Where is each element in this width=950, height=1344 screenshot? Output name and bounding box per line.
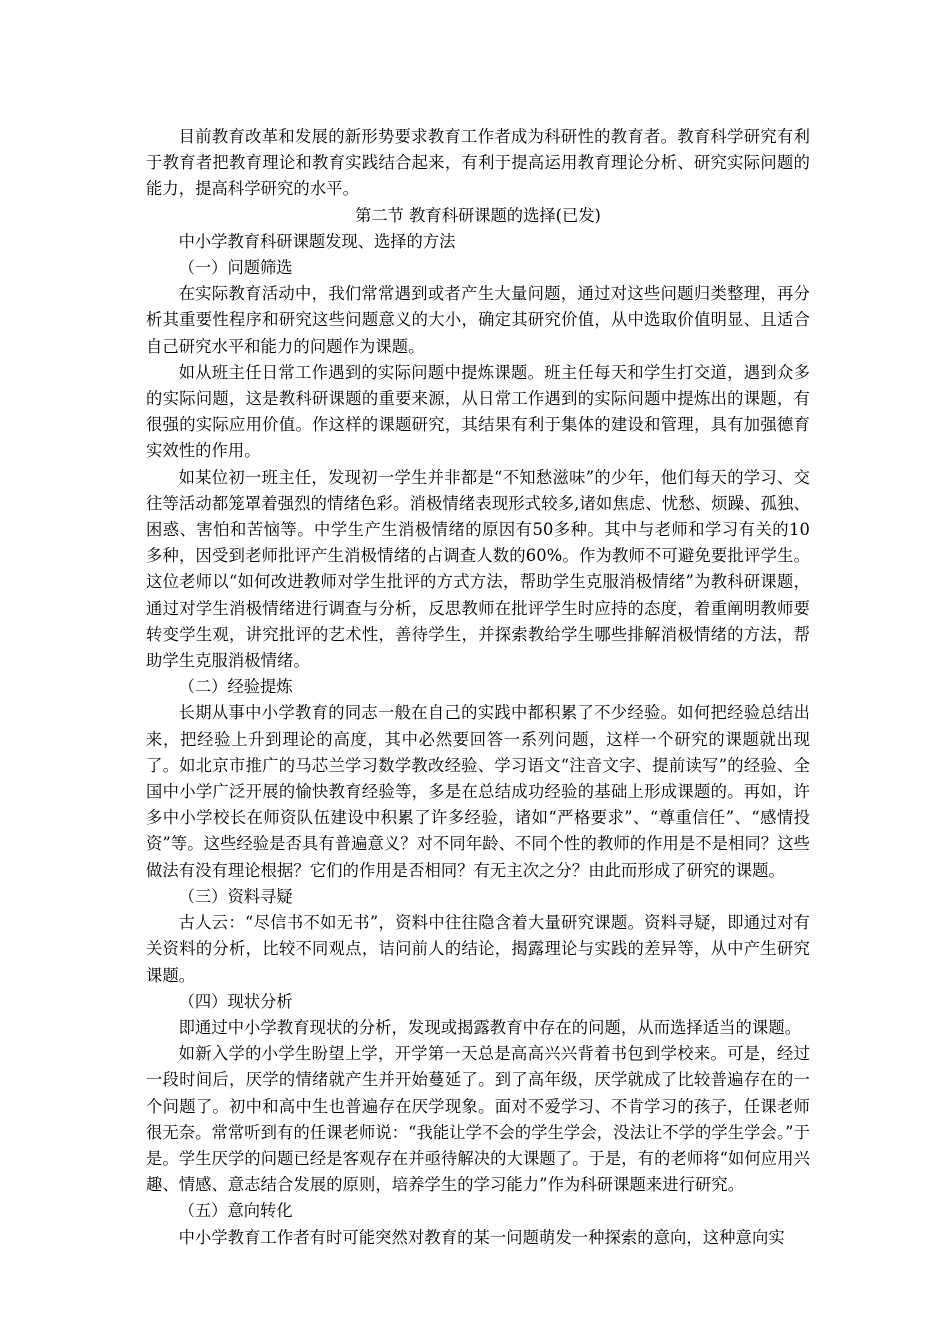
subsection-3-paragraph-1: 古人云：“尽信书不如无书”，资料中往往隐含着大量研究课题。资料寻疑，即通过对有关资料的分析，比较不同观点，诘问前人的结论，揭露理论与实践的差异等，从中产生研究课题。 [146, 913, 810, 985]
subsection-4-paragraph-1: 即通过中小学教育现状的分析，发现或揭露教育中存在的问题，从而选择适当的课题。 [178, 1017, 802, 1037]
subsection-3-title: （三）资料寻疑 [178, 886, 293, 906]
subsection-1-paragraph-3: 如某位初一班主任，发现初一学生并非都是“不知愁滋味”的少年，他们每天的学习、交往等活动都笼罩着强烈的情绪色彩。消极情绪表现形式较多,诸如焦虑、忧愁、烦躁、孤独、困惑、害怕和苦恼等。中学生产生消极情绪的原因有50多种。其中与老师和学习有关的10多种，因受到老师批评产生消极情绪的占调查人数的60%。作为教师不可避免要批评学生。这位老师以“如何改进教师对学生批评的方式方法，帮助学生克服消极情绪”为教科研课题，通过对学生消极情绪进行调查与分析，反思教师在批评学生时应持的态度，着重阐明教师要转变学生观，讲究批评的艺术性，善待学生，并探索教给学生哪些排解消极情绪的方法，帮助学生克服消极情绪。 [146, 467, 810, 671]
subsection-4-title: （四）现状分析 [178, 991, 293, 1011]
subsection-5-title: （五）意向转化 [178, 1201, 293, 1221]
document-page [146, 124, 810, 1251]
subsection-1-title: （一）问题筛选 [178, 258, 293, 278]
methods-title: 中小学教育科研课题发现、选择的方法 [178, 231, 456, 251]
subsection-1-paragraph-2: 如从班主任日常工作遇到的实际问题中提炼课题。班主任每天和学生打交道，遇到众多的实际问题，这是教科研课题的重要来源，从日常工作遇到的实际问题中提炼出的课题，有很强的实际应用价值。作这样的课题研究，其结果有利于集体的建设和管理，具有加强德育实效性的作用。 [146, 362, 810, 461]
subsection-2-title: （二）经验提炼 [178, 677, 293, 697]
subsection-5-paragraph-1: 中小学教育工作者有时可能突然对教育的某一问题萌发一种探索的意向，这种意向实 [178, 1227, 785, 1247]
section-title: 第二节 教育科研课题的选择(已发) [355, 205, 601, 225]
intro-paragraph: 目前教育改革和发展的新形势要求教育工作者成为科研性的教育者。教育科学研究有利于教育者把教育理论和教育实践结合起来，有利于提高运用教育理论分析、研究实际问题的能力，提高科学研究的水平。 [146, 127, 810, 199]
subsection-4-paragraph-2: 如新入学的小学生盼望上学，开学第一天总是高高兴兴背着书包到学校来。可是，经过一段时间后，厌学的情绪就产生并开始蔓延了。到了高年级，厌学就成了比较普遍存在的一个问题了。初中和高中生也普遍存在厌学现象。面对不爱学习、不肯学习的孩子，任课老师很无奈。常常听到有的任课老师说：“我能让学不会的学生学会，没法让不学的学生学会。”于是。学生厌学的问题已经是客观存在并亟待解决的大课题了。于是，有的老师将“如何应用兴趣、情感、意志结合发展的原则，培养学生的学习能力”作为科研课题来进行研究。 [146, 1044, 810, 1195]
subsection-2-paragraph-1: 长期从事中小学教育的同志一般在自己的实践中都积累了不少经验。如何把经验总结出来，把经验上升到理论的高度，其中必然要回答一系列问题，这样一个研究的课题就出现了。如北京市推广的马芯兰学习数学教改经验、学习语文“注音文字、提前读写”的经验、全国中小学广泛开展的愉快教育经验等，多是在总结成功经验的基础上形成课题的。再如，许多中小学校长在师资队伍建设中积累了许多经验，诸如“严格要求”、“尊重信任”、“感情投资”等。这些经验是否具有普遍意义？对不同年龄、不同个性的教师的作用是不是相同？这些做法有没有理论根据？它们的作用是否相同？有无主次之分？由此而形成了研究的课题。 [146, 703, 810, 880]
subsection-1-paragraph-1: 在实际教育活动中，我们常常遇到或者产生大量问题，通过对这些问题归类整理，再分析其重要性程序和研究这些问题意义的大小，确定其研究价值，从中选取价值明显、且适合自己研究水平和能力的问题作为课题。 [146, 284, 810, 356]
